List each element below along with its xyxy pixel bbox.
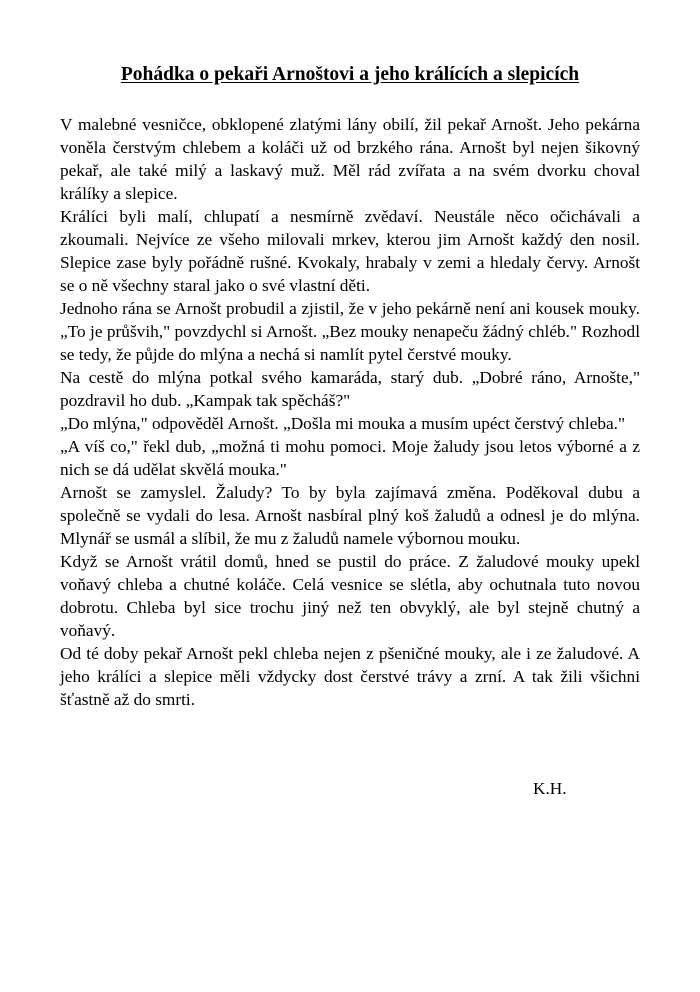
story-body [60,113,640,711]
paragraph: Arnošt se zamyslel. Žaludy? To by byla zajímavá změna. Poděkoval dubu a společně se vydali do lesa. Arnošt nasbíral plný koš žaludů a odnesl je do mlýna. Mlynář se usmál a slíbil, že mu z žaludů namele výbornou mouku. [60,483,640,548]
paragraph: Od té doby pekař Arnošt pekl chleba nejen z pšeničné mouky, ale i ze žaludové. A jeho králíci a slepice měli vždycky dost čerstvé trávy a zrní. A tak žili všichni šťastně až do smrti. [60,644,640,709]
paragraph: Králíci byli malí, chlupatí a nesmírně zvědaví. Neustále něco očichávali a zkoumali. Nejvíce ze všeho milovali mrkev, kterou jim Arnošt každý den nosil. Slepice zase byly pořádně rušné. Kvokaly, hrabaly v zemi a hledaly červy. Arnošt se o ně všechny staral jako o své vlastní děti. [60,207,640,295]
paragraph: V malebné vesničce, obklopené zlatými lány obilí, žil pekař Arnošt. Jeho pekárna voněla čerstvým chlebem a koláči už od brzkého rána. Arnošt byl nejen šikovný pekař, ale také milý a laskavý muž. Měl rád zvířata a na svém dvorku choval králíky a slepice. [60,115,640,203]
author-signature: K.H. [533,779,567,798]
paragraph: Jednoho rána se Arnošt probudil a zjistil, že v jeho pekárně není ani kousek mouky. „To je průšvih," povzdychl si Arnošt. „Bez mouky nenapeču žádný chléb." Rozhodl se tedy, že půjde do mlýna a nechá si namlít pytel čerstvé mouky. [60,299,640,364]
paragraph: „A víš co," řekl dub, „možná ti mohu pomoci. Moje žaludy jsou letos výborné a z nich se dá udělat skvělá mouka." [60,437,640,479]
document-title: Pohádka o pekaři Arnoštovi a jeho králících a slepicích [120,64,580,85]
paragraph: „Do mlýna," odpověděl Arnošt. „Došla mi mouka a musím upéct čerstvý chleba." [60,414,626,433]
paragraph: Na cestě do mlýna potkal svého kamaráda, starý dub. „Dobré ráno, Arnošte," pozdravil ho dub. „Kampak tak spěcháš?" [60,368,640,410]
paragraph: Když se Arnošt vrátil domů, hned se pustil do práce. Z žaludové mouky upekl voňavý chleba a chutné koláče. Celá vesnice se slétla, aby ochutnala tuto novou dobrotu. Chleba byl sice trochu jiný než ten obvyklý, ale byl stejně chutný a voňavý. [60,552,640,640]
